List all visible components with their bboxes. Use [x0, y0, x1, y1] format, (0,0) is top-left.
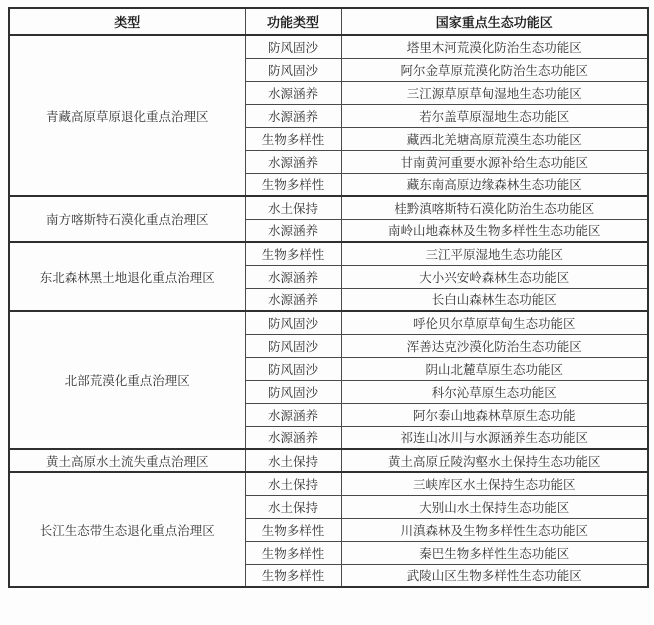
- function-type-cell: 水源涵养: [245, 288, 341, 311]
- function-type-cell: 水源涵养: [245, 426, 341, 449]
- type-group-cell: 长江生态带生态退化重点治理区: [9, 472, 245, 587]
- zone-cell: 祁连山冰川与水源涵养生态功能区: [341, 426, 648, 449]
- zone-cell: 川滇森林及生物多样性生态功能区: [341, 518, 648, 541]
- zone-cell: 秦巴生物多样性生态功能区: [341, 541, 648, 564]
- function-type-cell: 水土保持: [245, 196, 341, 219]
- function-type-cell: 防风固沙: [245, 311, 341, 334]
- header-type: 类型: [9, 8, 245, 35]
- zone-cell: 阿尔泰山地森林草原生态功能: [341, 403, 648, 426]
- zone-cell: 呼伦贝尔草原草甸生态功能区: [341, 311, 648, 334]
- type-group-cell: 东北森林黑土地退化重点治理区: [9, 242, 245, 311]
- header-function-type: 功能类型: [245, 8, 341, 35]
- zone-cell: 阿尔金草原荒漠化防治生态功能区: [341, 58, 648, 81]
- function-type-cell: 水源涵养: [245, 150, 341, 173]
- function-type-cell: 水土保持: [245, 449, 341, 472]
- function-type-cell: 水源涵养: [245, 219, 341, 242]
- zone-cell: 武陵山区生物多样性生态功能区: [341, 564, 648, 587]
- function-type-cell: 生物多样性: [245, 564, 341, 587]
- type-group-cell: 青藏高原草原退化重点治理区: [9, 35, 245, 196]
- zone-cell: 藏西北羌塘高原荒漠生态功能区: [341, 127, 648, 150]
- zone-cell: 阴山北麓草原生态功能区: [341, 357, 648, 380]
- table-row: [9, 311, 648, 334]
- header-national-zone: 国家重点生态功能区: [341, 8, 648, 35]
- zone-cell: 若尔盖草原湿地生态功能区: [341, 104, 648, 127]
- function-type-cell: 防风固沙: [245, 357, 341, 380]
- type-group-cell: 黄土高原水土流失重点治理区: [9, 449, 245, 472]
- header-row: [9, 8, 648, 35]
- function-type-cell: 水土保持: [245, 472, 341, 495]
- function-type-cell: 生物多样性: [245, 541, 341, 564]
- zone-cell: 长白山森林生态功能区: [341, 288, 648, 311]
- zone-cell: 塔里木河荒漠化防治生态功能区: [341, 35, 648, 58]
- zone-cell: 三江源草原草甸湿地生态功能区: [341, 81, 648, 104]
- function-type-cell: 防风固沙: [245, 380, 341, 403]
- zone-cell: 大小兴安岭森林生态功能区: [341, 265, 648, 288]
- table-row: [9, 35, 648, 58]
- zone-cell: 三峡库区水土保持生态功能区: [341, 472, 648, 495]
- function-type-cell: 水源涵养: [245, 403, 341, 426]
- zone-cell: 桂黔滇喀斯特石漠化防治生态功能区: [341, 196, 648, 219]
- zone-cell: 甘南黄河重要水源补给生态功能区: [341, 150, 648, 173]
- type-group-cell: 南方喀斯特石漠化重点治理区: [9, 196, 245, 242]
- table-row: [9, 196, 648, 219]
- zone-cell: 大别山水土保持生态功能区: [341, 495, 648, 518]
- function-type-cell: 水源涵养: [245, 81, 341, 104]
- eco-function-zones-table: [8, 7, 649, 588]
- function-type-cell: 生物多样性: [245, 173, 341, 196]
- zone-cell: 科尔沁草原生态功能区: [341, 380, 648, 403]
- function-type-cell: 生物多样性: [245, 518, 341, 541]
- function-type-cell: 水源涵养: [245, 104, 341, 127]
- table-body: [9, 35, 648, 587]
- zone-cell: 藏东南高原边缘森林生态功能区: [341, 173, 648, 196]
- table-header: [9, 8, 648, 35]
- table-row: [9, 449, 648, 472]
- table-row: [9, 242, 648, 265]
- zone-cell: 浑善达克沙漠化防治生态功能区: [341, 334, 648, 357]
- zone-cell: 南岭山地森林及生物多样性生态功能区: [341, 219, 648, 242]
- type-group-cell: 北部荒漠化重点治理区: [9, 311, 245, 449]
- function-type-cell: 生物多样性: [245, 242, 341, 265]
- function-type-cell: 防风固沙: [245, 35, 341, 58]
- table-row: [9, 472, 648, 495]
- zone-cell: 三江平原湿地生态功能区: [341, 242, 648, 265]
- function-type-cell: 防风固沙: [245, 58, 341, 81]
- function-type-cell: 水源涵养: [245, 265, 341, 288]
- zone-cell: 黄土高原丘陵沟壑水土保持生态功能区: [341, 449, 648, 472]
- function-type-cell: 生物多样性: [245, 127, 341, 150]
- function-type-cell: 防风固沙: [245, 334, 341, 357]
- function-type-cell: 水土保持: [245, 495, 341, 518]
